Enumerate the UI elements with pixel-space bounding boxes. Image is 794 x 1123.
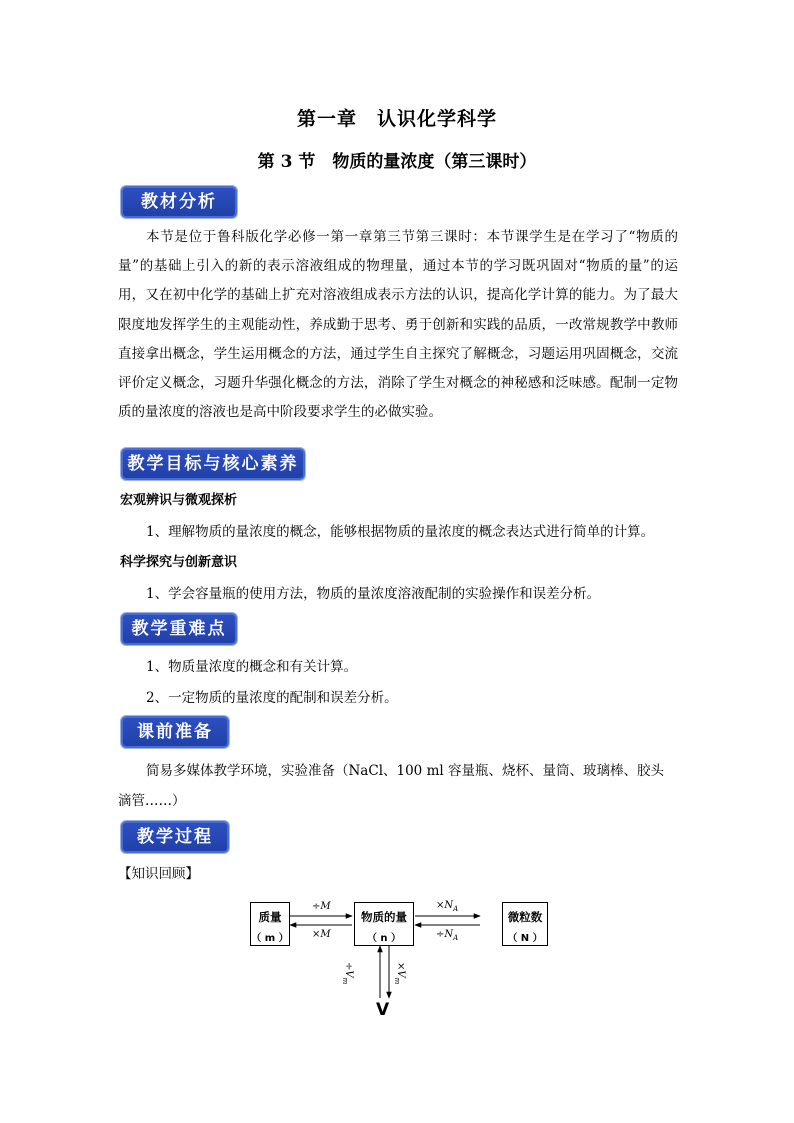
preparation-line-1: 简易多媒体教学环境，实验准备（NaCl、100 ml 容量瓶、烧杯、量筒、玻璃棒、胶头 <box>146 763 664 779</box>
tag-teaching-goals: 教学目标与核心素养 <box>121 448 305 480</box>
knowledge-review-label: 【知识回顾】 <box>118 866 199 882</box>
label-divide-M: ÷M <box>312 901 331 912</box>
tag-key-difficulties: 教学重难点 <box>121 613 237 645</box>
label-multiply-M: ×M <box>312 929 331 940</box>
tag-textbook-analysis: 教材分析 <box>121 186 237 218</box>
label-divide-NA: $\div N_A$ <box>436 929 459 942</box>
label-multiply-NA: $\times N_A$ <box>436 900 459 913</box>
goal-item-1: 1、理解物质的量浓度的概念，能够根据物质的量浓度的概念表达式进行简单的计算。 <box>146 524 655 540</box>
label-multiply-Vm: $\times V_m$ <box>393 962 406 985</box>
goal-subheading-1: 宏观辨识与微观探析 <box>120 493 238 508</box>
label-volume: V <box>376 1000 390 1020</box>
box-amount-name: 物质的量 <box>361 910 407 924</box>
mole-conversion-diagram <box>240 890 550 1030</box>
tag-teaching-process: 教学过程 <box>121 821 229 853</box>
analysis-paragraph: 本节是位于鲁科版化学必修一第一章第三节第三课时：本节课学生是在学习了“物质的量”的基础上引入的新的表示溶液组成的物理量，通过本节的学习既巩固对“物质的量”的运用，又在初中化学的基础上扩充对溶液组成表示方法的认识，提高化学计算的能力。为了最大限度地发挥学生的主观能动性，养成勤于思考、勇于创新和实践的品质，一改常规教学中教师直接拿出概念，学生运用概念的方法，通过学生自主探究了解概念，习题运用巩固概念，交流评价定义概念，习题升华强化概念的方法，消除了学生对概念的神秘感和泛味感。配制一定物质的量浓度的溶液也是高中阶段要求学生的必做实验。 <box>118 229 678 421</box>
preparation-line-2: 滴管……） <box>118 793 186 809</box>
box-particles-symbol: （ N ） <box>507 933 543 944</box>
keypoint-item-2: 2、一定物质的量浓度的配制和误差分析。 <box>146 690 398 706</box>
box-mass-name: 质量 <box>258 910 282 924</box>
box-mass <box>250 902 290 946</box>
label-divide-Vm: $\div V_m$ <box>341 962 354 985</box>
box-particles-name: 微粒数 <box>507 910 543 924</box>
box-amount-symbol: （ n ） <box>366 933 402 944</box>
section-title: 第 3 节 物质的量浓度（第三课时） <box>257 152 537 172</box>
goal-subheading-2: 科学探究与创新意识 <box>120 555 238 570</box>
box-amount-of-substance <box>354 902 414 946</box>
tag-preparation: 课前准备 <box>121 716 229 748</box>
box-mass-symbol: （ m ） <box>251 933 289 944</box>
goal-item-2: 1、学会容量瓶的使用方法，物质的量浓度溶液配制的实验操作和误差分析。 <box>146 586 601 602</box>
chapter-title: 第一章 认识化学科学 <box>296 108 497 130</box>
box-particle-number <box>502 902 548 946</box>
keypoint-item-1: 1、物质量浓度的概念和有关计算。 <box>146 659 358 675</box>
